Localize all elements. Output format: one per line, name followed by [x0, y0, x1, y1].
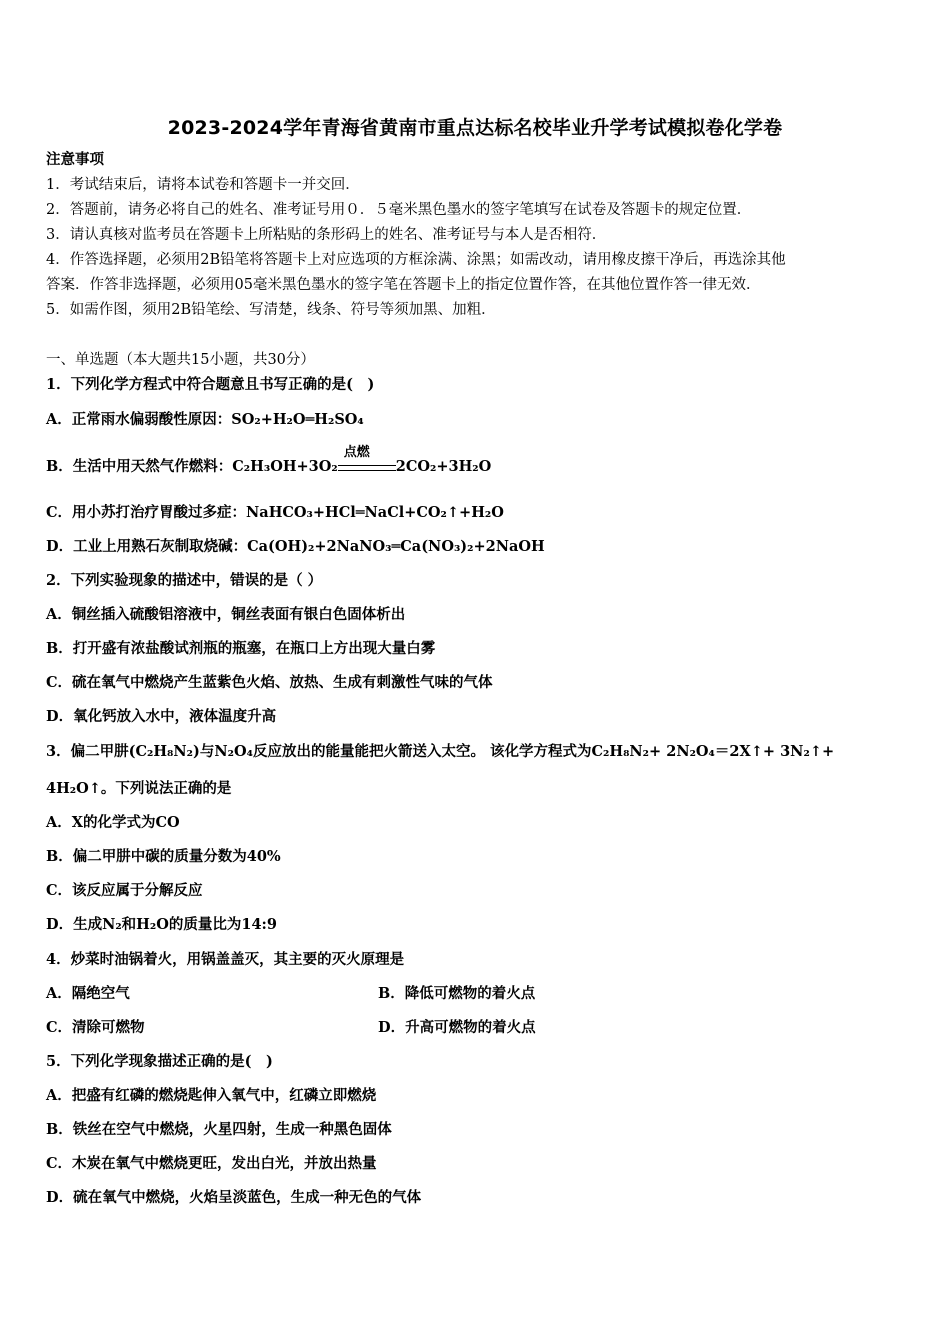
notice-heading: 注意事项: [46, 151, 104, 168]
question-stem: 5．下列化学现象描述正确的是( ): [46, 1053, 273, 1070]
option-a: A．X的化学式为CO: [46, 814, 180, 831]
option-b-prefix: B．生活中用天然气作燃料：C₂H₃OH+3O₂: [46, 458, 338, 475]
option-d: D．生成N₂和H₂O的质量比为14:9: [46, 916, 277, 933]
notice-item: 4．作答选择题，必须用2B铅笔将答题卡上对应选项的方框涂满、涂黑；如需改动，请用橡皮擦干净后，再选涂其他: [46, 252, 786, 268]
option-d: D．升高可燃物的着火点: [378, 1019, 536, 1036]
notice-item: 1．考试结束后，请将本试卷和答题卡一并交回．: [46, 177, 360, 193]
option-a: A．把盛有红磷的燃烧匙伸入氧气中，红磷立即燃烧: [46, 1087, 377, 1104]
option-c: C．木炭在氧气中燃烧更旺，发出白光，并放出热量: [46, 1155, 377, 1172]
option-b: [46, 445, 492, 477]
option-a: A．正常雨水偏弱酸性原因：SO₂+H₂O═H₂SO₄: [46, 411, 364, 428]
reaction-condition-arrow: [338, 445, 396, 477]
option-d: D．氧化钙放入水中，液体温度升高: [46, 708, 277, 725]
equals-sign: [338, 465, 396, 471]
question-stem: 4．炒菜时油锅着火，用锅盖盖灭，其主要的灭火原理是: [46, 951, 405, 968]
notice-item: 2．答题前，请务必将自己的姓名、准考证号用０．５毫米黑色墨水的签字笔填写在试卷及答题卡的规定位置．: [46, 202, 752, 218]
question-stem: 1．下列化学方程式中符合题意且书写正确的是( ): [46, 376, 375, 393]
question-stem: 3．偏二甲肼(C₂H₈N₂)与N₂O₄反应放出的能量能把火箭送入太空。 该化学方程式为C₂H₈N₂+ 2N₂O₄＝2X↑+ 3N₂↑+: [46, 743, 835, 760]
option-b: B．铁丝在空气中燃烧，火星四射，生成一种黑色固体: [46, 1121, 392, 1138]
section-heading: 一、单选题（本大题共15小题，共30分）: [46, 352, 315, 368]
option-b: B．偏二甲肼中碳的质量分数为40%: [46, 848, 281, 865]
option-b: B．打开盛有浓盐酸试剂瓶的瓶塞，在瓶口上方出现大量白雾: [46, 640, 436, 657]
option-a: A．铜丝插入硫酸铝溶液中，铜丝表面有银白色固体析出: [46, 606, 406, 623]
option-d: D．工业上用熟石灰制取烧碱：Ca(OH)₂+2NaNO₃═Ca(NO₃)₂+2NaOH: [46, 538, 545, 555]
option-c: C．该反应属于分解反应: [46, 882, 203, 899]
reaction-condition-label: 点燃: [343, 445, 370, 460]
option-c: C．硫在氧气中燃烧产生蓝紫色火焰、放热、生成有刺激性气味的气体: [46, 674, 493, 691]
page-title: 2023-2024学年青海省黄南市重点达标名校毕业升学考试模拟卷化学卷: [167, 117, 783, 139]
notice-item: 3．请认真核对监考员在答题卡上所粘贴的条形码上的姓名、准考证号与本人是否相符．: [46, 227, 607, 243]
option-b-suffix: 2CO₂+3H₂O: [395, 458, 492, 475]
option-d: D．硫在氧气中燃烧，火焰呈淡蓝色，生成一种无色的气体: [46, 1189, 422, 1206]
notice-item: 答案．作答非选择题，必须用05毫米黑色墨水的签字笔在答题卡上的指定位置作答，在其他位置作答一律无效．: [46, 277, 761, 293]
option-b: B．降低可燃物的着火点: [378, 985, 536, 1002]
option-a: A．隔绝空气: [46, 985, 130, 1002]
question-stem: 2．下列实验现象的描述中，错误的是（ ）: [46, 572, 323, 589]
option-c: C．用小苏打治疗胃酸过多症：NaHCO₃+HCl═NaCl+CO₂↑+H₂O: [46, 504, 504, 521]
option-c: C．清除可燃物: [46, 1019, 145, 1036]
notice-item: 5．如需作图，须用2B铅笔绘、写清楚，线条、符号等须加黑、加粗．: [46, 302, 496, 318]
question-stem-continued: 4H₂O↑。下列说法正确的是: [46, 780, 232, 797]
